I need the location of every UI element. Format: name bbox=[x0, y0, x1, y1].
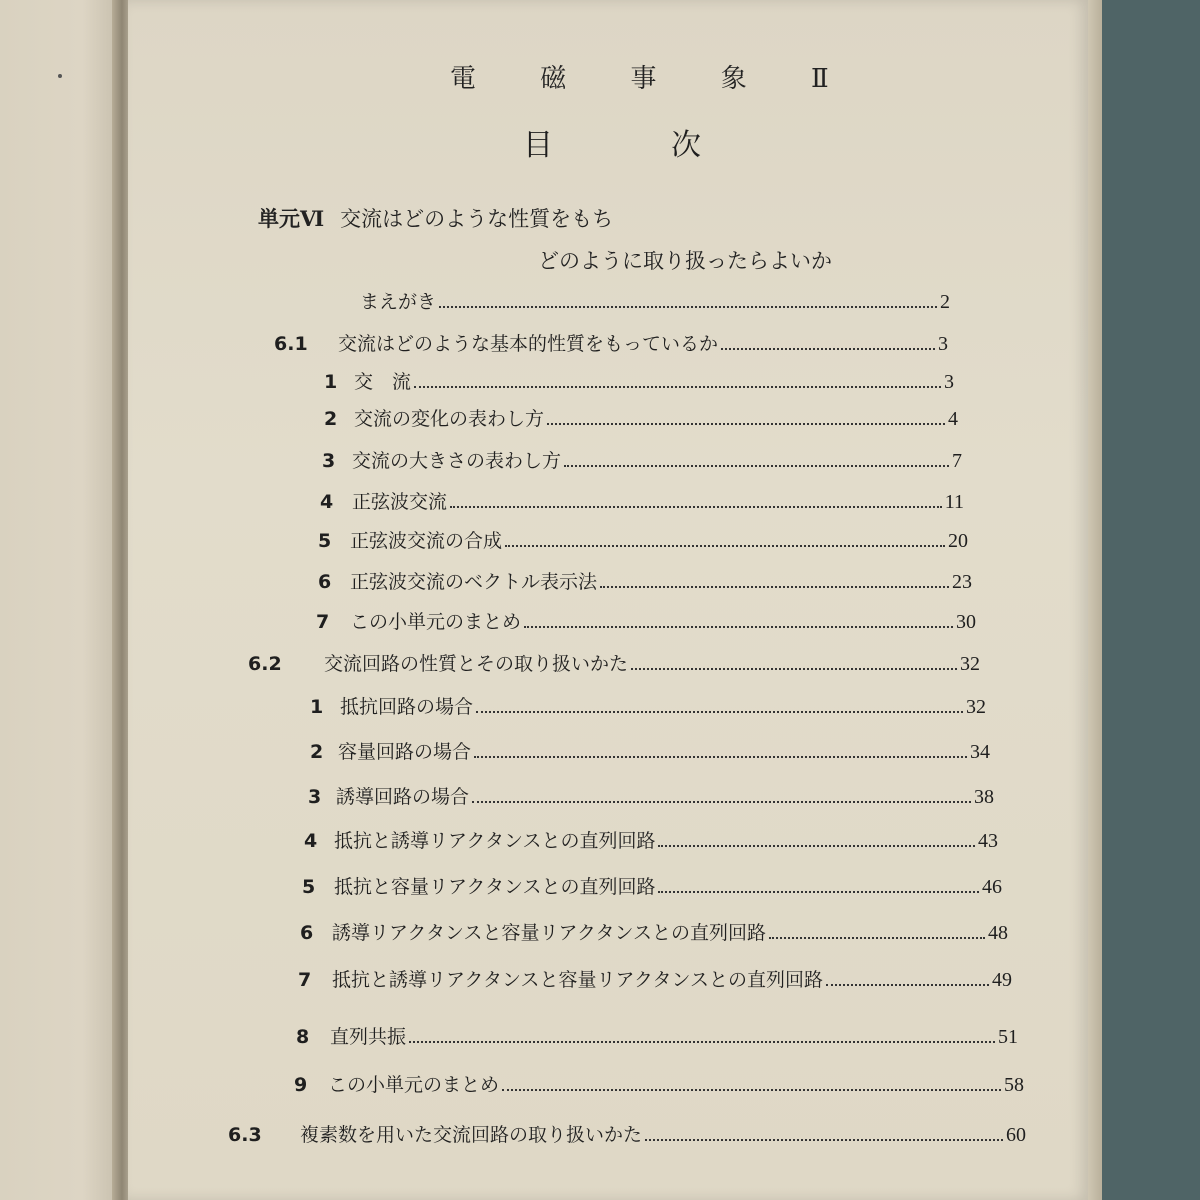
toc-entry-page: 46 bbox=[982, 876, 1002, 898]
toc-entry[interactable] bbox=[294, 1070, 1024, 1106]
toc-entry-label: 抵抗回路の場合 bbox=[340, 696, 474, 718]
toc-entry[interactable] bbox=[318, 567, 972, 603]
toc-entry-number: 9 bbox=[294, 1074, 308, 1096]
dot-leader bbox=[721, 348, 935, 350]
toc-entry-label: 交流はどのような基本的性質をもっているか bbox=[338, 333, 719, 355]
toc-entry-page: 32 bbox=[966, 696, 986, 718]
toc-entry-number: 2 bbox=[310, 741, 324, 763]
toc-entry-number: 5 bbox=[318, 530, 332, 552]
toc-entry[interactable] bbox=[274, 329, 948, 365]
toc-entry[interactable] bbox=[310, 737, 990, 773]
toc-entry-page: 23 bbox=[952, 571, 972, 593]
toc-entry-label: 容量回路の場合 bbox=[338, 741, 472, 763]
toc-entry-page: 38 bbox=[974, 786, 994, 808]
toc-entry-number: 2 bbox=[324, 408, 338, 430]
dot-leader bbox=[414, 386, 941, 388]
toc-entry-page: 30 bbox=[956, 611, 976, 633]
toc-entry[interactable] bbox=[316, 607, 976, 643]
toc-entry-number: 1 bbox=[324, 371, 338, 393]
toc-entry[interactable] bbox=[298, 965, 1012, 1001]
dot-leader bbox=[658, 891, 979, 893]
toc-entry[interactable] bbox=[304, 826, 998, 862]
unit-title-line1: 交流はどのような性質をもち bbox=[340, 207, 614, 231]
toc-entry-page: 51 bbox=[998, 1026, 1018, 1048]
toc-entry-label: 正弦波交流の合成 bbox=[350, 530, 503, 552]
toc-entry-page: 3 bbox=[938, 333, 948, 355]
toc-entry-number: 3 bbox=[322, 450, 336, 472]
toc-entry-label: 複素数を用いた交流回路の取り扱いかた bbox=[300, 1124, 643, 1146]
toc-entry-page: 20 bbox=[948, 530, 968, 552]
dot-leader bbox=[769, 937, 985, 939]
toc-entry-page: 4 bbox=[948, 408, 958, 430]
toc-entry-number: 7 bbox=[316, 611, 330, 633]
toc-entry-page: 2 bbox=[940, 291, 950, 313]
toc-entry-number: 5 bbox=[302, 876, 316, 898]
toc-entry-label: 抵抗と容量リアクタンスとの直列回路 bbox=[334, 876, 656, 898]
toc-entry-page: 3 bbox=[944, 371, 954, 393]
toc-entry[interactable] bbox=[360, 287, 950, 323]
toc-page bbox=[128, 0, 1090, 1200]
dot-leader bbox=[472, 801, 971, 803]
toc-entry-label: 交流回路の性質とその取り扱いかた bbox=[324, 653, 629, 675]
unit-heading bbox=[258, 203, 613, 233]
toc-entry-label: 正弦波交流のベクトル表示法 bbox=[350, 571, 598, 593]
dot-leader bbox=[631, 668, 957, 670]
toc-entry-page: 58 bbox=[1004, 1074, 1024, 1096]
toc-entry-number: 6 bbox=[318, 571, 332, 593]
toc-entry-number: 7 bbox=[298, 969, 312, 991]
toc-entry[interactable] bbox=[302, 872, 1002, 908]
toc-entry-number: 4 bbox=[304, 830, 318, 852]
book-title: 電 磁 事 象 Ⅱ bbox=[450, 64, 857, 94]
toc-heading: 目次 bbox=[523, 128, 819, 163]
toc-entry-page: 43 bbox=[978, 830, 998, 852]
toc-entry[interactable] bbox=[296, 1022, 1018, 1058]
toc-entry[interactable] bbox=[228, 1120, 1026, 1156]
toc-entry[interactable] bbox=[324, 404, 958, 440]
toc-entry-page: 34 bbox=[970, 741, 990, 763]
toc-entry-page: 11 bbox=[944, 491, 964, 513]
left-page bbox=[0, 0, 118, 1200]
dot-leader bbox=[450, 506, 942, 508]
toc-entry-number: 6.3 bbox=[228, 1124, 262, 1146]
toc-entry-number: 8 bbox=[296, 1026, 310, 1048]
unit-title-line2: どのように取り扱ったらよいか bbox=[538, 249, 832, 273]
dot-leader bbox=[439, 306, 937, 308]
toc-entry-label: 正弦波交流 bbox=[352, 491, 448, 513]
toc-entry[interactable] bbox=[318, 526, 968, 562]
dot-leader bbox=[524, 626, 953, 628]
dot-leader bbox=[826, 984, 989, 986]
dot-leader bbox=[658, 845, 975, 847]
toc-entry-number: 3 bbox=[308, 786, 322, 808]
toc-entry-number: 4 bbox=[320, 491, 334, 513]
toc-entry-number: 6 bbox=[300, 922, 314, 944]
dot-leader bbox=[409, 1041, 995, 1043]
toc-entry-label: 交流の変化の表わし方 bbox=[354, 408, 545, 430]
toc-entry-label: 交 流 bbox=[354, 371, 412, 393]
toc-entry-page: 60 bbox=[1006, 1124, 1026, 1146]
toc-entry[interactable] bbox=[310, 692, 986, 728]
toc-entry-page: 7 bbox=[952, 450, 962, 472]
toc-entry[interactable] bbox=[322, 446, 962, 482]
toc-entry-page: 49 bbox=[992, 969, 1012, 991]
toc-entry[interactable] bbox=[300, 918, 1008, 954]
dot-leader bbox=[505, 545, 945, 547]
toc-entry-number: 1 bbox=[310, 696, 324, 718]
toc-entry[interactable] bbox=[320, 487, 964, 523]
toc-entry-label: 交流の大きさの表わし方 bbox=[352, 450, 562, 472]
page-edge bbox=[1088, 0, 1102, 1200]
ink-speck bbox=[58, 74, 62, 78]
toc-entry[interactable] bbox=[248, 649, 980, 685]
toc-entry-label: 誘導リアクタンスと容量リアクタンスとの直列回路 bbox=[332, 922, 766, 944]
dot-leader bbox=[645, 1139, 1003, 1141]
toc-entry-label: 誘導回路の場合 bbox=[336, 786, 470, 808]
toc-entry[interactable] bbox=[324, 367, 954, 403]
toc-entry-number: 6.2 bbox=[248, 653, 282, 675]
toc-entry-label: 抵抗と誘導リアクタンスとの直列回路 bbox=[334, 830, 656, 852]
dot-leader bbox=[502, 1089, 1001, 1091]
dot-leader bbox=[564, 465, 949, 467]
toc-entry-label: まえがき bbox=[360, 291, 437, 313]
toc-entry[interactable] bbox=[308, 782, 994, 818]
unit-label: 単元Ⅵ bbox=[258, 206, 325, 231]
toc-entry-number: 6.1 bbox=[274, 333, 308, 355]
toc-entry-label: この小単元のまとめ bbox=[350, 611, 522, 633]
toc-entry-label: 直列共振 bbox=[330, 1026, 407, 1048]
dot-leader bbox=[474, 756, 967, 758]
dot-leader bbox=[476, 711, 963, 713]
dot-leader bbox=[547, 423, 945, 425]
toc-entry-page: 32 bbox=[960, 653, 980, 675]
toc-entry-label: 抵抗と誘導リアクタンスと容量リアクタンスとの直列回路 bbox=[332, 969, 823, 991]
toc-entry-label: この小単元のまとめ bbox=[328, 1074, 500, 1096]
dot-leader bbox=[600, 586, 949, 588]
toc-entry-page: 48 bbox=[988, 922, 1008, 944]
